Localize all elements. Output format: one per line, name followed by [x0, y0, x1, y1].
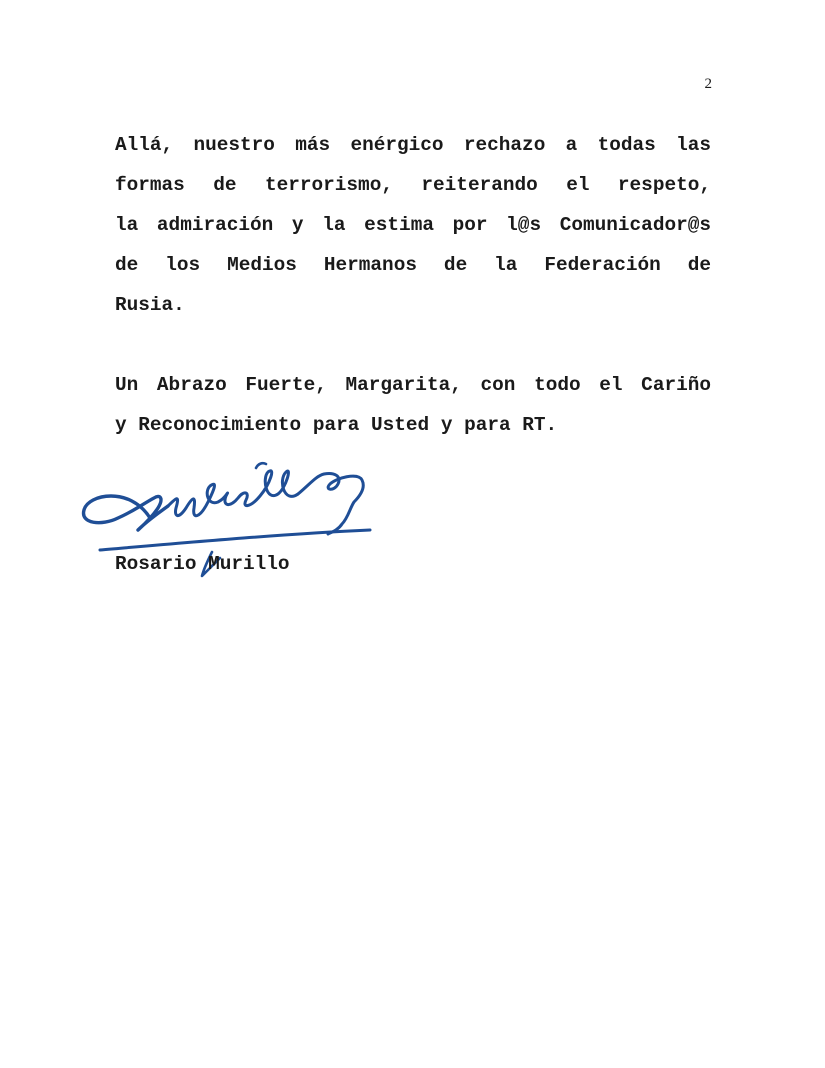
text-line: Allá, nuestro más enérgico rechazo a todas las — [115, 134, 711, 156]
text-line: Un Abrazo Fuerte, Margarita, con todo el Cariño — [115, 374, 711, 396]
text-line: Rusia. — [115, 294, 185, 316]
paragraph-closing — [115, 365, 711, 445]
paragraph-condemnation — [115, 125, 711, 325]
signer-name: Rosario Murillo — [115, 553, 290, 575]
text-line: la admiración y la estima por l@s Comunicador@s — [115, 214, 711, 236]
page-number: 2 — [704, 76, 712, 92]
text-line: formas de terrorismo, reiterando el respeto, — [115, 174, 711, 196]
text-line: y Reconocimiento para Usted y para RT. — [115, 414, 558, 436]
text-line: de los Medios Hermanos de la Federación de — [115, 254, 711, 276]
